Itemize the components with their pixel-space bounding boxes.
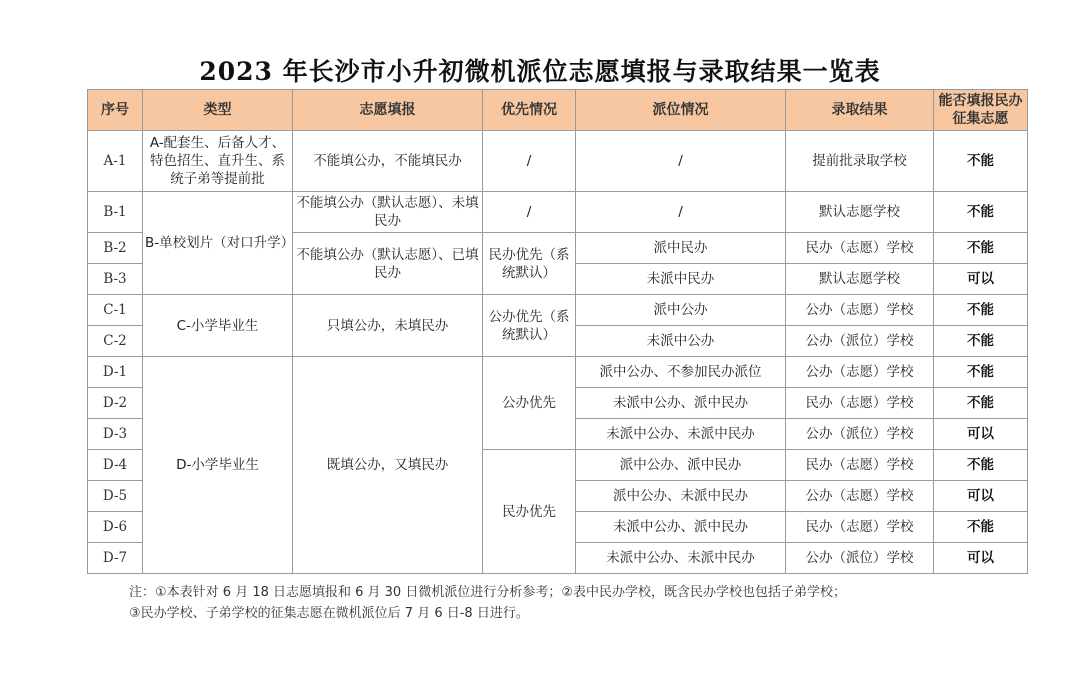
row-type: D-小学毕业生 (143, 357, 293, 574)
row-fill: 不能填公办（默认志愿）、未填民办 (293, 192, 483, 233)
row-can-apply: 不能 (934, 450, 1028, 481)
row-dispatch: 未派中公办、派中民办 (576, 388, 786, 419)
table-row (88, 295, 1028, 326)
header-result: 录取结果 (786, 90, 934, 131)
row-result: 公办（志愿）学校 (786, 357, 934, 388)
row-dispatch: 未派中公办、派中民办 (576, 512, 786, 543)
header-fill: 志愿填报 (293, 90, 483, 131)
admission-table (87, 89, 1028, 574)
row-can-apply: 可以 (934, 543, 1028, 574)
row-priority: 公办优先 (483, 357, 576, 450)
row-result: 民办（志愿）学校 (786, 512, 934, 543)
row-seq: D-2 (88, 388, 143, 419)
row-dispatch: / (576, 192, 786, 233)
footnote-line-1: 注：①本表针对 6 月 18 日志愿填报和 6 月 30 日微机派位进行分析参考；②表中民办学校，既含民办学校也包括子弟学校； (129, 585, 846, 600)
row-can-apply: 不能 (934, 192, 1028, 233)
row-fill: 不能填公办，不能填民办 (293, 131, 483, 192)
row-seq: B-2 (88, 233, 143, 264)
row-dispatch: 未派中公办、未派中民办 (576, 543, 786, 574)
row-seq: D-1 (88, 357, 143, 388)
row-seq: D-4 (88, 450, 143, 481)
row-dispatch: 未派中公办 (576, 326, 786, 357)
row-dispatch: / (576, 131, 786, 192)
row-seq: D-5 (88, 481, 143, 512)
footnote (129, 582, 1029, 624)
row-seq: B-3 (88, 264, 143, 295)
row-can-apply: 不能 (934, 233, 1028, 264)
row-priority: 民办优先（系统默认） (483, 233, 576, 295)
row-dispatch: 派中公办、未派中民办 (576, 481, 786, 512)
table-row (88, 357, 1028, 388)
header-type: 类型 (143, 90, 293, 131)
row-seq: C-2 (88, 326, 143, 357)
row-result: 民办（志愿）学校 (786, 388, 934, 419)
row-can-apply: 不能 (934, 131, 1028, 192)
header-priority: 优先情况 (483, 90, 576, 131)
row-seq: D-7 (88, 543, 143, 574)
row-can-apply: 可以 (934, 264, 1028, 295)
row-priority: / (483, 131, 576, 192)
header-can-apply: 能否填报民办征集志愿 (934, 90, 1028, 131)
row-type: B-单校划片（对口升学） (143, 192, 293, 295)
row-result: 默认志愿学校 (786, 192, 934, 233)
row-can-apply: 不能 (934, 357, 1028, 388)
row-result: 民办（志愿）学校 (786, 233, 934, 264)
row-seq: D-6 (88, 512, 143, 543)
header-row (88, 90, 1028, 131)
row-fill: 只填公办，未填民办 (293, 295, 483, 357)
header-seq: 序号 (88, 90, 143, 131)
row-dispatch: 派中民办 (576, 233, 786, 264)
row-result: 公办（派位）学校 (786, 543, 934, 574)
page-title: 2023 年长沙市小升初微机派位志愿填报与录取结果一览表 (199, 57, 881, 86)
row-type: C-小学毕业生 (143, 295, 293, 357)
row-fill: 不能填公办（默认志愿）、已填民办 (293, 233, 483, 295)
row-seq: C-1 (88, 295, 143, 326)
row-result: 公办（志愿）学校 (786, 481, 934, 512)
table-row (88, 131, 1028, 192)
row-can-apply: 不能 (934, 388, 1028, 419)
row-can-apply: 不能 (934, 512, 1028, 543)
row-seq: A-1 (88, 131, 143, 192)
row-can-apply: 可以 (934, 419, 1028, 450)
header-dispatch: 派位情况 (576, 90, 786, 131)
row-type: A-配套生、后备人才、特色招生、直升生、系统子弟等提前批 (143, 131, 293, 192)
row-priority: 民办优先 (483, 450, 576, 574)
table-row (88, 192, 1028, 233)
row-seq: D-3 (88, 419, 143, 450)
row-dispatch: 未派中公办、未派中民办 (576, 419, 786, 450)
row-dispatch: 派中公办、派中民办 (576, 450, 786, 481)
row-seq: B-1 (88, 192, 143, 233)
row-result: 公办（派位）学校 (786, 419, 934, 450)
row-result: 公办（志愿）学校 (786, 295, 934, 326)
row-can-apply: 可以 (934, 481, 1028, 512)
row-dispatch: 派中公办、不参加民办派位 (576, 357, 786, 388)
footnote-line-2: ③民办学校、子弟学校的征集志愿在微机派位后 7 月 6 日-8 日进行。 (129, 606, 529, 621)
row-priority: / (483, 192, 576, 233)
row-can-apply: 不能 (934, 326, 1028, 357)
row-can-apply: 不能 (934, 295, 1028, 326)
row-result: 民办（志愿）学校 (786, 450, 934, 481)
row-fill: 既填公办，又填民办 (293, 357, 483, 574)
row-priority: 公办优先（系统默认） (483, 295, 576, 357)
row-dispatch: 未派中民办 (576, 264, 786, 295)
row-result: 提前批录取学校 (786, 131, 934, 192)
row-result: 默认志愿学校 (786, 264, 934, 295)
row-dispatch: 派中公办 (576, 295, 786, 326)
row-result: 公办（派位）学校 (786, 326, 934, 357)
